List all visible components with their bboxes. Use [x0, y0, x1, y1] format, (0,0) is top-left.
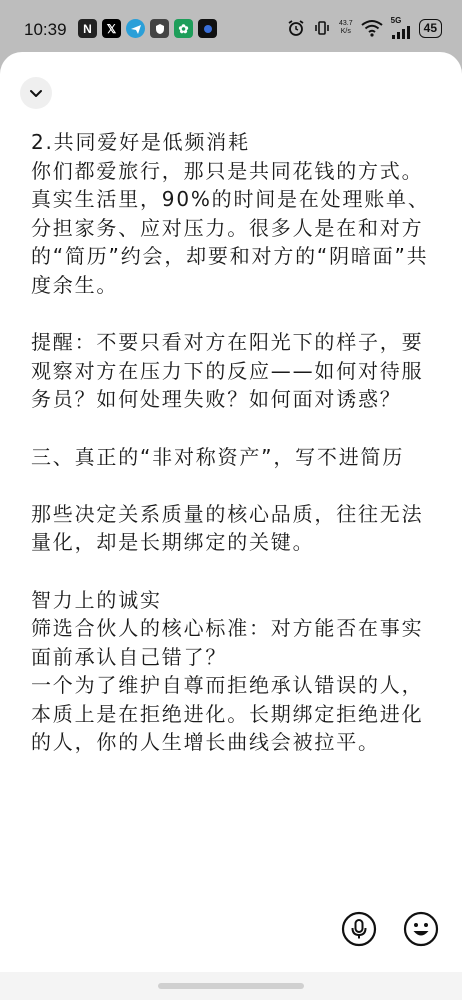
spacer: [31, 557, 441, 586]
paragraph-reminder: 提醒：不要只看对方在阳光下的样子，要观察对方在压力下的反应——如何对待服务员？如何处理失败？如何面对诱惑？: [31, 330, 424, 412]
app-icon: ✿: [174, 19, 193, 38]
paragraph-partner-criteria: 筛选合伙人的核心标准：对方能否在事实面前承认自己错了？: [31, 616, 424, 669]
spacer: [31, 414, 441, 443]
battery-indicator: 45: [419, 19, 442, 38]
paragraph-travel: 你们都爱旅行，那只是共同花钱的方式。真实生活里，90%的时间是在处理账单、分担家务、应对压力。很多人是在和对方的“简历”约会，却要和对方的“阴暗面”共度余生。: [31, 158, 430, 297]
microphone-button[interactable]: [340, 910, 378, 948]
cellular-signal: [391, 17, 411, 39]
dark-app-icon: [198, 19, 217, 38]
network-speed-unit: K/s: [340, 28, 351, 35]
heading-shared-hobbies: 2.共同爱好是低频消耗: [31, 130, 250, 154]
notification-icons: [78, 19, 217, 38]
nfc-icon: N: [78, 19, 97, 38]
system-status: [287, 17, 442, 39]
vibrate-icon: [313, 19, 331, 37]
network-speed-value: 43.7: [339, 20, 353, 27]
home-indicator[interactable]: [158, 983, 304, 989]
shield-icon: [150, 19, 169, 38]
emoji-button[interactable]: [402, 910, 440, 948]
chevron-down-icon: [28, 85, 44, 101]
spacer: [31, 300, 441, 329]
heading-asymmetric-assets: 三、真正的“非对称资产”，写不进简历: [31, 444, 405, 469]
microphone-icon: [341, 911, 377, 947]
x-icon: 𝕏: [102, 19, 121, 38]
emoji-icon: [403, 911, 439, 947]
status-time: 10:39: [24, 20, 67, 39]
heading-intellectual-honesty: 智力上的诚实: [31, 587, 162, 612]
telegram-icon: [126, 19, 145, 38]
status-bar: [0, 0, 462, 60]
network-type: 5G: [390, 16, 402, 25]
collapse-button[interactable]: [20, 77, 52, 109]
spacer: [31, 471, 441, 500]
alarm-icon: [287, 19, 305, 37]
paragraph-core-qualities: 那些决定关系质量的核心品质，往往无法量化，却是长期绑定的关键。: [31, 501, 424, 555]
text-content: [31, 128, 441, 757]
network-speed: [339, 20, 353, 36]
paragraph-evolution: 一个为了维护自尊而拒绝承认错误的人，本质上是在拒绝进化。长期绑定拒绝进化的人，你的人生增长曲线会被拉平。: [31, 673, 424, 755]
content-sheet: [0, 52, 462, 972]
wifi-icon: [361, 19, 383, 37]
signal-icon: [391, 25, 411, 39]
bottom-actions: [340, 910, 440, 948]
